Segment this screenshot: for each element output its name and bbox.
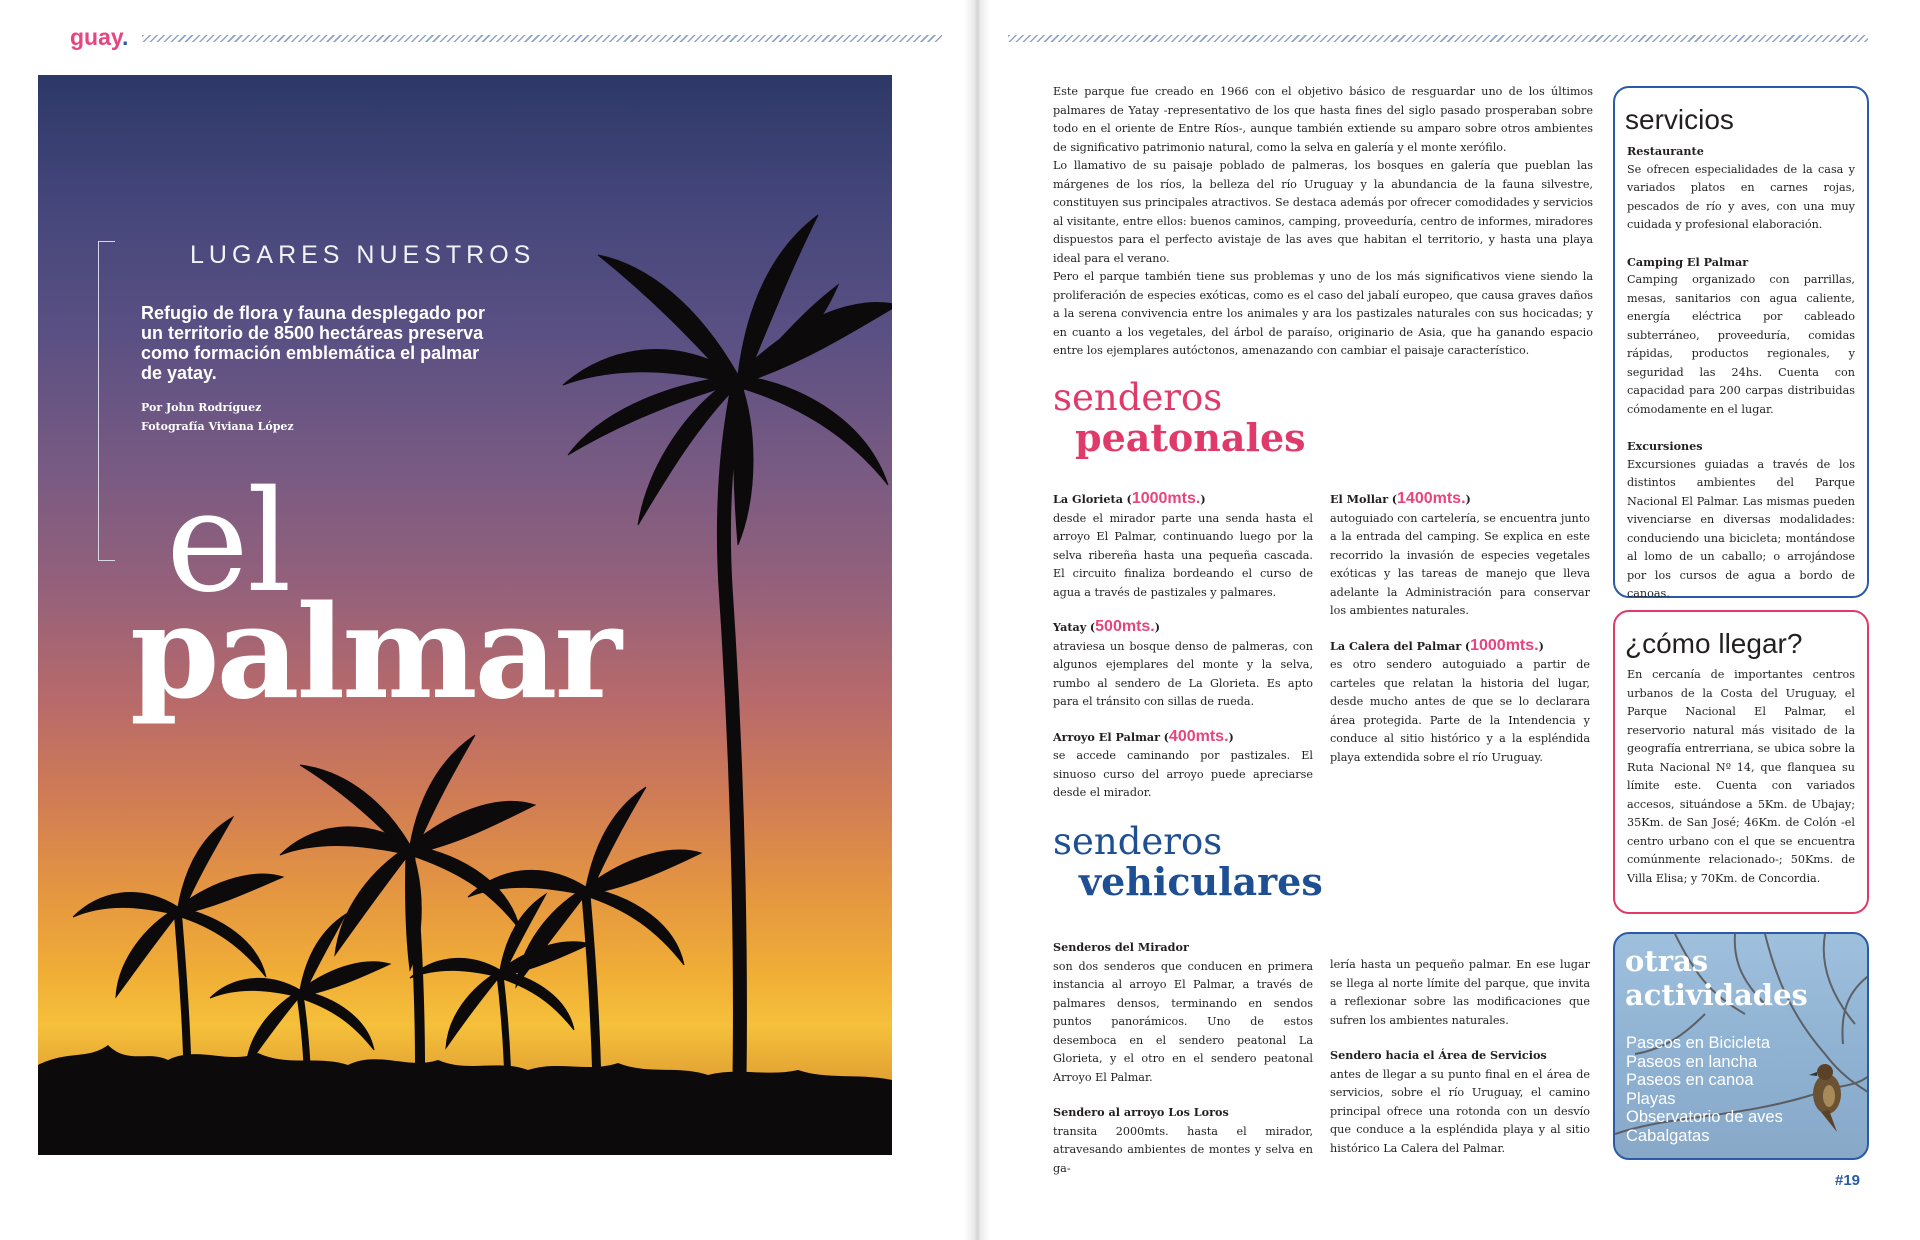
trail-continuation: lería hasta un pequeño palmar. En ese lugar se llega al norte límite del parque, que invita a reflexionar sobre las modificaciones que sufren los ambientes naturales. bbox=[1330, 958, 1590, 1027]
activity-item: Paseos en Bicicleta bbox=[1626, 1034, 1770, 1052]
bird-icon bbox=[1809, 1064, 1841, 1132]
article-title-line2: palmar bbox=[130, 578, 619, 728]
article-title-line1: el bbox=[166, 461, 290, 624]
intro-paragraph: Pero el parque también tiene sus problemas y uno de los más significativos viene siendo la proliferación de especies exóticas, como es el caso del jabalí europeo, que causa graves daños a la serena convivencia entre los animales y ara los pastizales naturales con sus hocicadas; y en cuanto a los vegetales, del árbol de paraíso, originario de Asia, que ha ganando espacio entre los ejemplares autóctonos, amenazando con cambiar el paisaje característico. bbox=[1053, 270, 1593, 357]
hero-photo bbox=[38, 75, 892, 1155]
trail-entry: La Calera del Palmar (1000mts.) es otro sendero autoguiado a partir de carteles que relatan la historia del lugar, desde mucho antes de que se lo declarara área protegida. Parte de la Intendencia y conduce al sitio histórico y a la espléndida playa extendida sobre el río Uruguay. bbox=[1330, 636, 1590, 764]
intro-text bbox=[1053, 83, 1593, 361]
otras-actividades-box bbox=[1613, 932, 1869, 1160]
page-gutter bbox=[964, 0, 990, 1240]
trail-entry: Sendero hacia el Área de Servicios antes de llegar a su punto final en el área de servicios, sobre el río Uruguay, el camino principal ofrece una rotonda con un desvío que conduce a la espléndida playa y al sitio histórico La Calera del Palmar. bbox=[1330, 1048, 1590, 1155]
title-bracket bbox=[98, 241, 115, 561]
activity-item: Cabalgatas bbox=[1626, 1126, 1710, 1145]
peatonales-col-right bbox=[1330, 490, 1590, 783]
trail-entry: Arroyo El Palmar (400mts.) se accede caminando por pastizales. El sinuoso curso del arroyo puede apreciarse desde el mirador. bbox=[1053, 727, 1313, 799]
service-item: Excursiones Excursiones guiadas a través de los distintos ambientes del Parque Nacional El Palmar. Las mismas pueden vivenciarse en diversas modalidades: conduciendo una bicicleta; montándose al lomo de un caballo; o arrojándose por los cursos de agua a bordo de canoas. bbox=[1627, 439, 1855, 600]
otras-title: otras actividades bbox=[1625, 944, 1808, 1012]
page-number: #19 bbox=[1835, 1172, 1861, 1189]
activity-item: Playas bbox=[1626, 1089, 1676, 1108]
trail-entry: Senderos del Mirador son dos senderos que conducen en primera instancia al arroyo El Palmar, a través de palmares densos, terminando en sendos puntos panorámicos. Uno de estos desemboca en el sendero peatonal La Glorieta, y el otro en el sendero peatonal Arroyo El Palmar. bbox=[1053, 940, 1313, 1084]
intro-paragraph: Este parque fue creado en 1966 con el objetivo básico de resguardar uno de los últimos palmares de Yatay -representativo de los que hasta fines del siglo pasado prosperaban sobre todo en el oriente de Entre Ríos-, aunque también extiende su amparo sobre otros ambientes de significativo patrimonio natural, como la selva en galería y el monte xerófilo. bbox=[1053, 85, 1593, 154]
peatonales-heading: senderos peatonales bbox=[1053, 376, 1306, 460]
activity-item: Paseos en canoa bbox=[1626, 1071, 1754, 1089]
service-item: Camping El Palmar Camping organizado con parrillas, mesas, sanitarios con agua caliente, energía eléctrica por cableado subterráneo, proveeduría, comidas rápidas, productos regionales, y seguridad las 24hs. Cuenta con capacidad para 200 carpas distribuidas cómodamente en el lugar. bbox=[1627, 254, 1855, 416]
section-kicker: LUGARES NUESTROS bbox=[190, 241, 536, 269]
trail-entry: Sendero al arroyo Los Loros transita 2000mts. hasta el mirador, atravesando ambientes de montes y selva en ga- bbox=[1053, 1105, 1313, 1175]
como-llegar-box bbox=[1613, 610, 1869, 914]
trail-entry: El Mollar (1400mts.) autoguiado con cartelería, se encuentra junto a la entrada del camping. Se explica en este recorrido la invasión de especies vegetales exóticas y las tareas de manejo que lleva adelante la Administración para conservar los ambientes naturales. bbox=[1330, 490, 1590, 617]
como-llegar-text: En cercanía de importantes centros urbanos de la Costa del Uruguay, el Parque Nacional El Palmar, el reservorio natural más visitado de la geografía entrerriana, se ubica sobre la Ruta Nacional Nº 14, que flanquea su límite este. Cuenta con variados accesos, situándose a 5Km. de Ubajay; 35Km. de San José; 46Km. de Colón -el centro urbano con el que se encuentra comúnmente relacionado-; 50Kms. de Villa Elisa; y 70Km. de Concordia. bbox=[1627, 668, 1855, 885]
servicios-title: servicios bbox=[1625, 104, 1734, 135]
author-credit: Por John Rodríguez bbox=[141, 401, 262, 414]
header-rule-right bbox=[1008, 35, 1868, 42]
trail-entry: La Glorieta (1000mts.) desde el mirador parte una senda hasta el arroyo El Palmar, continuando luego por la selva ribereña hasta una pequeña cascada. El circuito finaliza bordeando el curso de agua a través de pastizales y palmares. bbox=[1053, 490, 1313, 599]
intro-paragraph: Lo llamativo de su paisaje poblado de palmeras, los bosques en galería que pueblan las márgenes de los ríos, la belleza del río Uruguay y la abundancia de la fauna silvestre, constituyen sus principales atractivos. Se destaca además por ofrecer comodidades y servicios al visitante, entre ellos: buenos caminos, camping, proveeduría, centro de informes, miradores dispuestos para el perfecto avistaje de las aves que habitan el territorio, y hasta una playa ideal para el verano. bbox=[1053, 159, 1593, 265]
trail-entry: Yatay (500mts.) atraviesa un bosque denso de palmeras, con algunos ejemplares del monte y la selva, rumbo al sendero de La Glorieta. Es apto para el tránsito con sillas de rueda. bbox=[1053, 618, 1313, 708]
brand-logo: guay. bbox=[70, 24, 129, 50]
activity-item: Observatorio de aves bbox=[1626, 1108, 1783, 1126]
vehiculares-col-left bbox=[1053, 938, 1313, 1194]
article-deck: Refugio de flora y fauna desplegado por un territorio de 8500 hectáreas preserva como formación emblemática el palmar de yatay. bbox=[141, 303, 486, 383]
peatonales-col-left bbox=[1053, 490, 1313, 819]
service-item: Restaurante Se ofrecen especialidades de la casa y variados platos en carnes rojas, pescados de río y aves, con una muy cuidada y profesional elaboración. bbox=[1627, 144, 1855, 231]
activity-item: Paseos en lancha bbox=[1626, 1052, 1758, 1071]
como-llegar-title: ¿cómo llegar? bbox=[1625, 628, 1803, 659]
servicios-box bbox=[1613, 86, 1869, 598]
activities-list bbox=[1626, 1034, 1783, 1145]
vehiculares-col-right bbox=[1330, 956, 1590, 1174]
vehiculares-heading: senderos vehiculares bbox=[1053, 820, 1323, 904]
photo-credit: Fotografía Viviana López bbox=[141, 420, 294, 433]
article-credits bbox=[141, 398, 294, 436]
header-rule-left bbox=[142, 35, 942, 42]
